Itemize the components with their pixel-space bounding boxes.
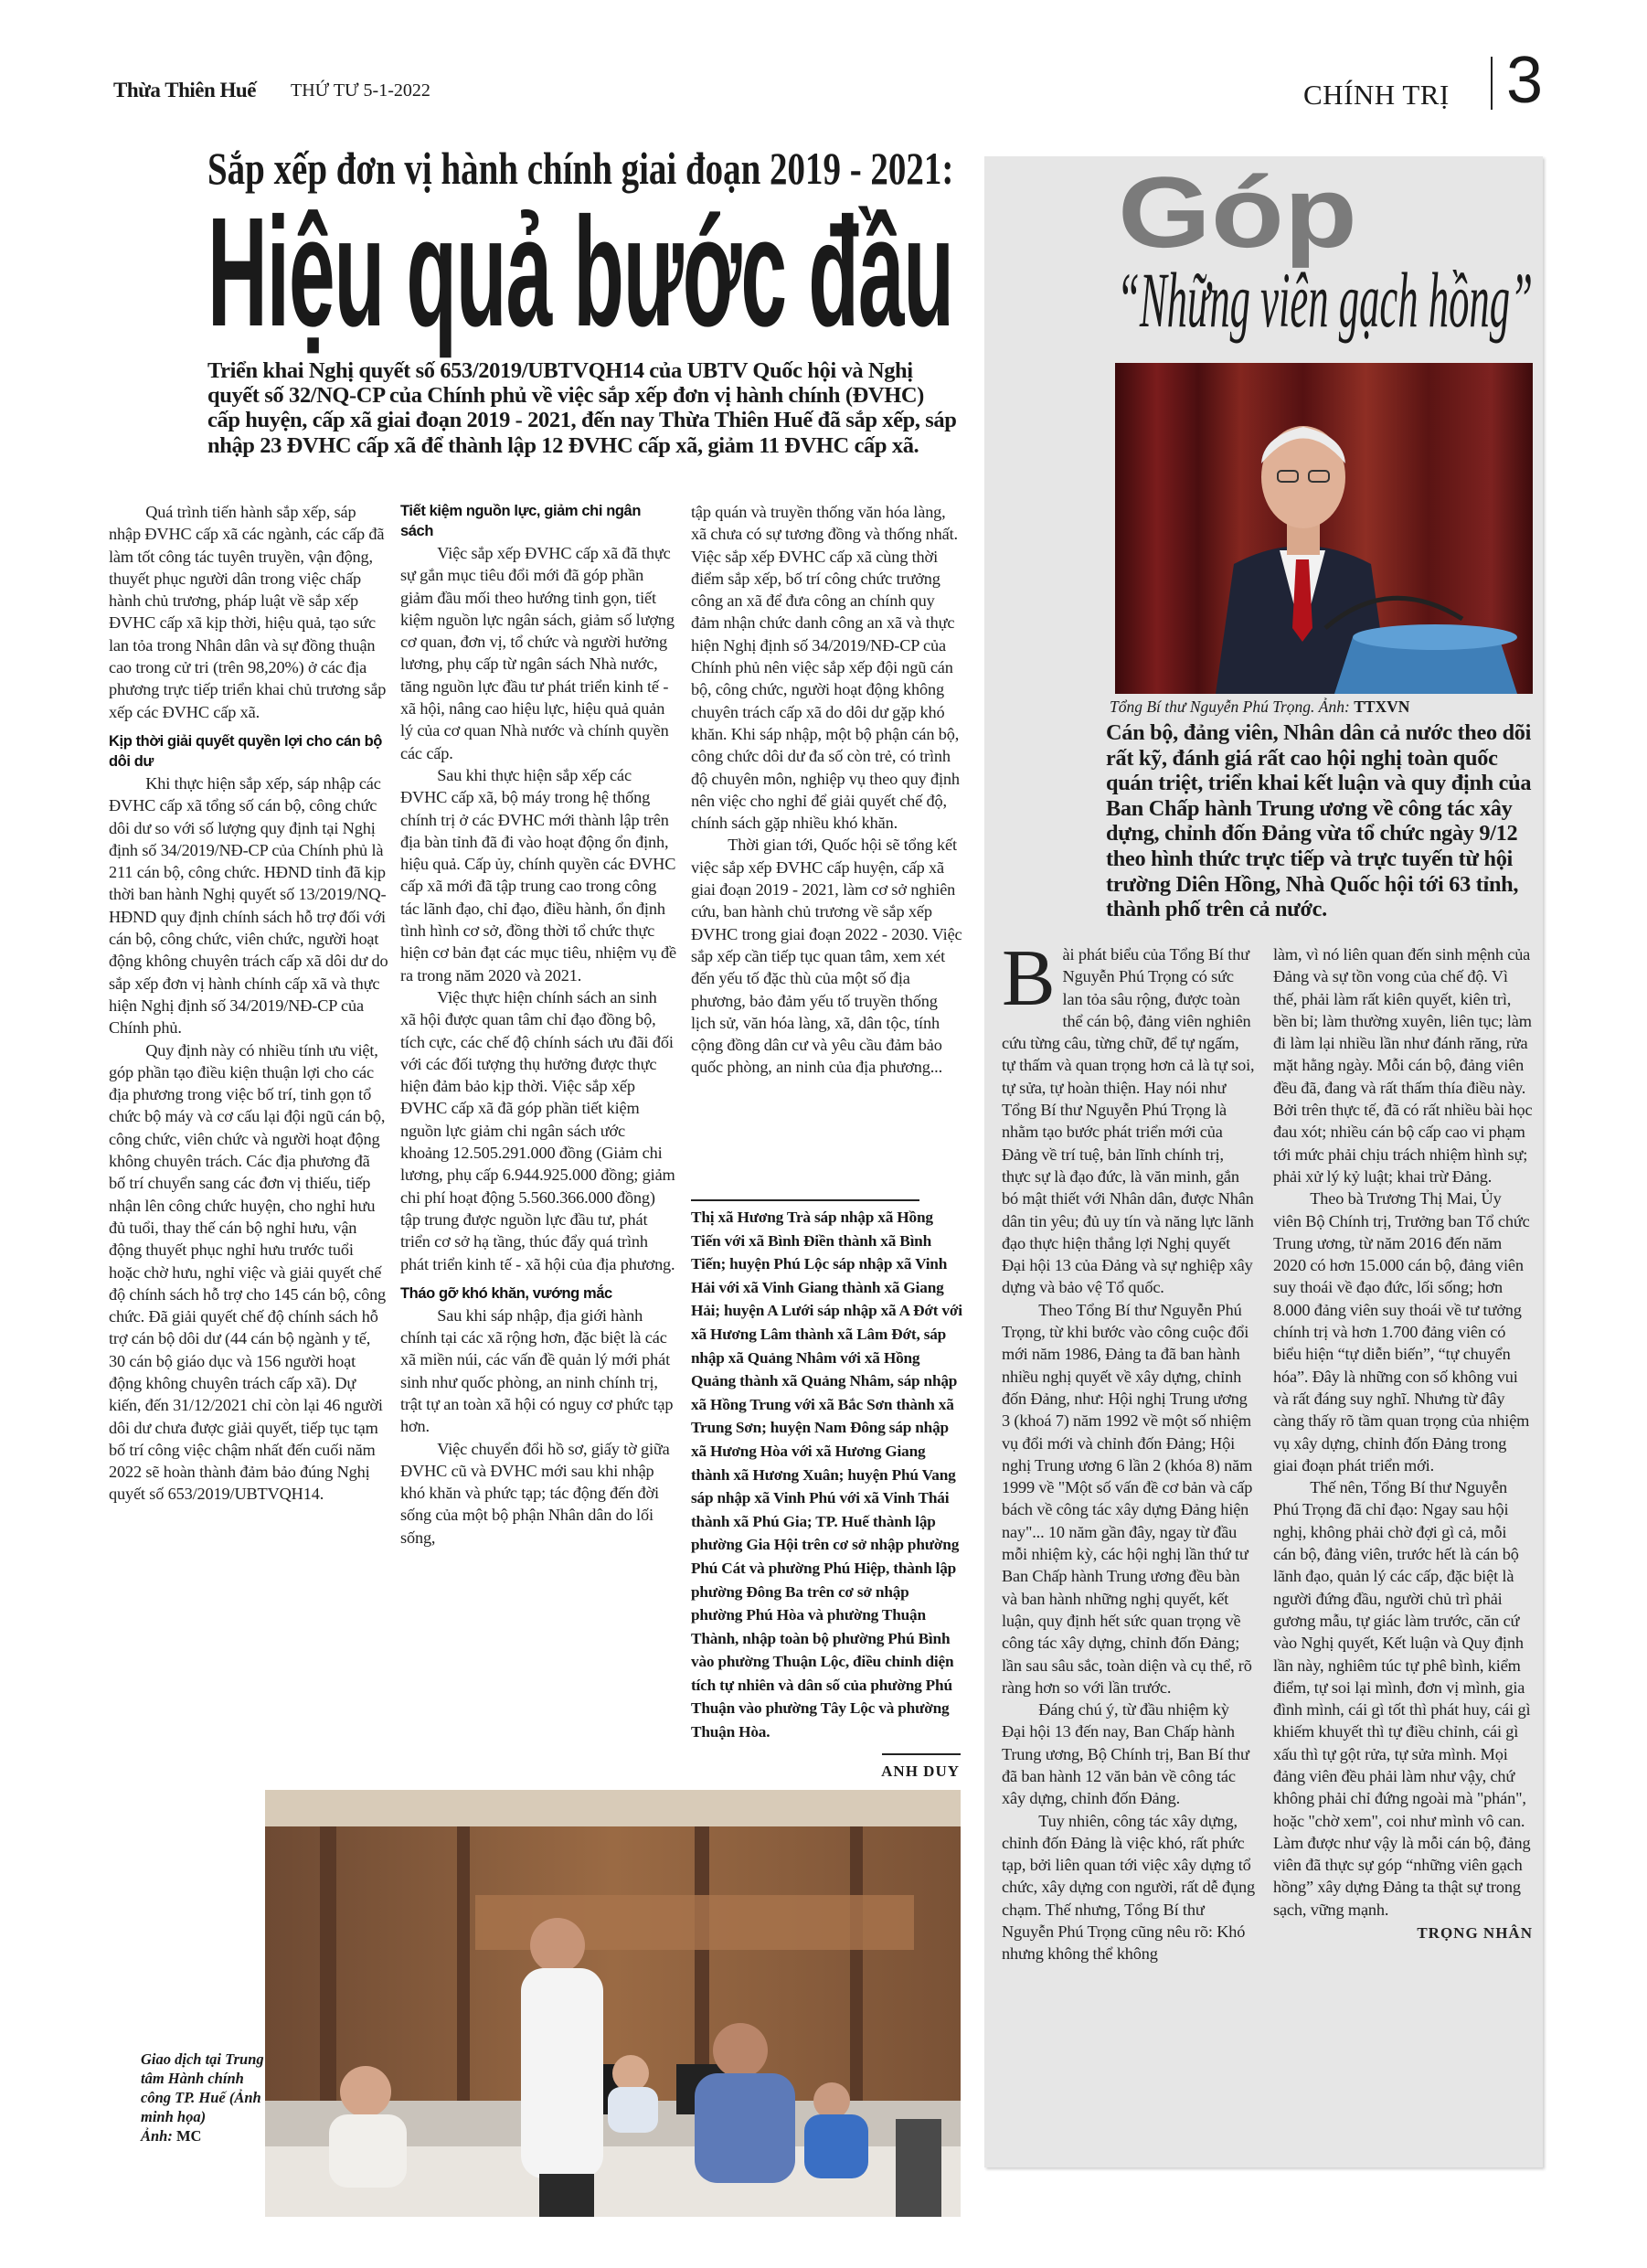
paragraph: Sau khi sáp nhập, địa giới hành chính tại các xã rộng hơn, đặc biệt là các xã miền núi, các vấn đề quản lý mới phát sinh như quốc phòng, an ninh chính trị, trật tự an toàn xã hội có nguy cơ phức tạp hơn.	[400, 1305, 674, 1436]
merger-list-box: Thị xã Hương Trà sáp nhập xã Hồng Tiến với xã Bình Điền thành xã Bình Tiến; huyện Phú Lộc sáp nhập xã Vinh Hải với xã Vinh Giang thành xã Giang Hải; huyện A Lưới sáp nhập xã A Đớt với xã Hương Lâm thành xã Lâm Đớt, sáp nhập xã Quảng Nhâm với xã Hồng Quảng thành xã Quảng Nhâm, sáp nhập xã Hồng Trung với xã Bắc Sơn thành xã Trung Sơn; huyện Nam Đông sáp nhập xã Hương Hòa với xã Hương Giang thành xã Hương Xuân; huyện Phú Vang sáp nhập xã Vinh Phú với xã Vinh Thái thành xã Phú Gia; TP. Huế thành lập phường Gia Hội trên cơ sở nhập phường Phú Cát và phường Phú Hiệp, thành lập phường Đông Ba trên cơ sở nhập phường Phú Hòa và phường Thuận Thành, nhập toàn bộ phường Phú Bình vào phường Thuận Lộc, điều chỉnh diện tích tự nhiên và dân số của phường Phú Thuận vào phường Tây Lộc và phường Thuận Hòa.	[691, 1209, 962, 1741]
feature-headline-text: “Những viên gạch hồng”	[1117, 256, 1533, 344]
byline-rule	[882, 1753, 961, 1755]
issue-date: THỨ TƯ 5-1-2022	[291, 80, 430, 101]
page-number: 3	[1506, 44, 1544, 117]
photo-credit-label: Ảnh:	[141, 2127, 176, 2145]
paragraph: Khi thực hiện sắp xếp, sáp nhập các ĐVHC cấp xã tổng số cán bộ, công chức dôi dư so với số lượng quy định tại Nghị định số 34/2019/NĐ-CP của Chính phủ là 211 cán bộ, công chức. HĐND tỉnh đã kịp thời ban hành Nghị quyết số 13/2019/NQ-HĐND quy định chính sách hỗ trợ đối với cán bộ, công chức, viên chức, người hoạt động không chuyên trách cấp xã dôi dư do sắp xếp đơn vị hành chính cấp xã và thực hiện Nghị định số 34/2019/NĐ-CP của Chính phủ.	[109, 773, 388, 1038]
feature-kicker-text: Góp	[1118, 156, 1357, 269]
paragraph-text: ài phát biểu của Tổng Bí thư Nguyễn Phú Trọng có sức lan tỏa sâu rộng, được toàn thể cán bộ, đảng viên nghiên cứu từng câu, từng chữ, để tự ngấm, tự thấm và quan trọng hơn cả là tự soi, tự sửa, tự hoàn thiện. Hay nói như Tổng Bí thư Nguyễn Phú Trọng là nhằm tạo bước phát triển mới của Đảng về trí tuệ, bản lĩnh chính trị, thực sự là đạo đức, là văn minh, gắn bó mật thiết với Nhân dân, được Nhân dân tin yêu; đủ uy tín và năng lực lãnh đạo thực hiện thắng lợi Nghị quyết Đại hội 13 của Đảng và sự nghiệp xây dựng và bảo vệ Tổ quốc.	[1002, 945, 1255, 1297]
paragraph: Đáng chú ý, từ đầu nhiệm kỳ Đại hội 13 đến nay, Ban Chấp hành Trung ương, Bộ Chính trị, Ban Bí thư đã ban hành 12 văn bản về công tác xây dựng, chỉnh đốn Đảng.	[1002, 1700, 1249, 1808]
speaker-photo-caption	[1110, 697, 1409, 716]
page-number-divider	[1491, 57, 1493, 110]
feature-column-1	[1002, 934, 1256, 1965]
paragraph: Sau khi thực hiện sắp xếp các ĐVHC cấp xã, bộ máy trong hệ thống chính trị ở các ĐVHC mới thành lập trên địa bàn tỉnh đã đi vào hoạt động ổn định, hiệu quả. Cấp ủy, chính quyền các ĐVHC cấp xã mới đã tập trung cao trong công tác lãnh đạo, chỉ đạo, điều hành, ổn định tình hình cơ sở, đồng thời tổ chức thực hiện cơ bản đạt các mục tiêu, nhiệm vụ đề ra trong năm 2020 và 2021.	[400, 765, 676, 985]
paragraph: Thời gian tới, Quốc hội sẽ tổng kết việc sắp xếp ĐVHC cấp huyện, cấp xã giai đoạn 2019 - 2021, làm cơ sở nghiên cứu, ban hành chủ trương về sắp xếp ĐVHC trong giai đoạn 2022 - 2030. Việc sắp xếp cần tiếp tục quan tâm, xem xét đến yếu tố đặc thù của một số địa phương, bảo đảm yếu tố truyền thống lịch sử, văn hóa làng, xã, dân tộc, tính cộng đồng dân cư và yêu cầu đảm bảo quốc phòng, an ninh của địa phương...	[691, 836, 962, 1077]
section-name: CHÍNH TRỊ	[1303, 79, 1450, 111]
sidebar-box-rule	[691, 1199, 919, 1201]
paragraph: Quá trình tiến hành sắp xếp, sáp nhập ĐVHC cấp xã các ngành, các cấp đã làm tốt công tác tuyên truyền, vận động, thuyết phục người dân trong việc chấp hành chủ trương, pháp luật về sắp xếp ĐVHC cấp xã kịp thời, hiệu quả, tạo sức lan tỏa trong Nhân dân và sự đồng thuận cao trong cử tri (trên 98,20%) ở các địa phương trực tiếp triển khai chủ trương sắp xếp các ĐVHC cấp xã.	[109, 503, 387, 721]
feature-kicker	[1118, 156, 1357, 269]
article-headline-text: Hiệu quả bước đầu	[207, 186, 953, 359]
feature-byline: TRỌNG NHÂN	[1417, 1924, 1533, 1943]
paragraph: Thế nên, Tổng Bí thư Nguyễn Phú Trọng đã chỉ đạo: Ngay sau hội nghị, không phải chờ đợi gì cả, mỗi cán bộ, đảng viên, trước hết là cán bộ lãnh đạo, quản lý các cấp, đặc biệt là người đứng đầu, người chủ trì phải gương mẫu, tự giác làm trước, căn cứ vào Nghị quyết, Kết luận và Quy định lần này, nghiêm túc tự phê bình, kiểm điểm, tự soi lại mình, đơn vị mình, gia đình mình, cái gì tốt thì phát huy, cái gì khiếm khuyết thì tự điều chỉnh, cái gì xấu thì tự gột rửa, tự sửa mình. Mọi đảng viên đều phải làm như vậy, chứ không phải chỉ đứng ngoài mà "phán", hoặc "chờ xem", coi như mình vô can. Làm được như vậy là mỗi cán bộ, đảng viên đã thực sự góp “những viên gạch hồng” xây dựng Đảng ta thật sự trong sạch, vững mạnh.	[1273, 1478, 1531, 1919]
article-column-3	[691, 501, 963, 1079]
article-lead: Triển khai Nghị quyết số 653/2019/UBTVQH14 của UBTV Quốc hội và Nghị quyết số 32/NQ-CP của Chính phủ về việc sắp xếp đơn vị hành chính (ĐVHC) cấp huyện, cấp xã giai đoạn 2019 - 2021, đến nay Thừa Thiên Huế đã sắp xếp, sáp nhập 23 ĐVHC cấp xã để thành lập 12 ĐVHC cấp xã, giảm 11 ĐVHC cấp xã.	[207, 358, 957, 458]
article-column-1	[109, 501, 388, 1506]
photo-caption	[141, 2050, 264, 2146]
feature-column-2	[1273, 943, 1533, 1943]
section-heading: Kịp thời giải quyết quyền lợi cho cán bộ dôi dư	[109, 732, 382, 770]
paragraph: Việc thực hiện chính sách an sinh xã hội được quan tâm chỉ đạo đồng bộ, tích cực, các chế độ chính sách ưu đãi đối với các đối tượng thụ hưởng được thực hiện đảm bảo kịp thời. Việc sắp xếp ĐVHC cấp xã đã góp phần tiết kiệm nguồn lực giảm chi ngân sách ước khoảng 12.505.291.000 đồng (Giảm chi lương, phụ cấp 6.944.925.000 đồng; giảm chi phí hoạt động 5.560.366.000 đồng) tập trung được nguồn lực đầu tư, phát triển cơ sở hạ tầng, thúc đẩy quá trình phát triển kinh tế - xã hội của địa phương.	[400, 987, 675, 1273]
paragraph: Tuy nhiên, công tác xây dựng, chỉnh đốn Đảng là việc khó, rất phức tạp, bởi liên quan tới việc xây dựng tổ chức, xây dựng con người, rất dễ đụng chạm. Thế nhưng, Tổng Bí thư Nguyễn Phú Trọng cũng nêu rõ: Khó nhưng không thể không	[1002, 1811, 1256, 1964]
photo-caption-text: Giao dịch tại Trung tâm Hành chính công TP. Huế (Ảnh minh họa)	[141, 2050, 264, 2125]
paragraph: Việc sắp xếp ĐVHC cấp xã đã thực sự gắn mục tiêu đổi mới đã góp phần giảm đầu mối theo hướng tinh gọn, tiết kiệm nguồn lực ngân sách, giảm số lượng cơ quan, đơn vị, tổ chức và người hưởng lương, phụ cấp từ ngân sách Nhà nước, tăng nguồn lực đầu tư phát triển kinh tế - xã hội, nâng cao hiệu lực, hiệu quả quản lý của cơ quan Nhà nước và chính quyền các cấp.	[400, 544, 675, 762]
article-kicker-text: Sắp xếp đơn vị hành chính giai đoạn 2019 - 2021:	[207, 143, 954, 194]
drop-cap: B	[1002, 934, 1056, 1023]
paragraph: Theo Tổng Bí thư Nguyễn Phú Trọng, từ khi bước vào công cuộc đổi mới năm 1986, Đảng ta đã ban hành nhiều nghị quyết về xây dựng, chỉnh đốn Đảng, như: Hội nghị Trung ương 3 (khoá 7) năm 1992 về một số nhiệm vụ đổi mới và chỉnh đốn Đảng; Hội nghị Trung ương 6 lần 2 (khóa 8) năm 1999 về "Một số vấn đề cơ bản và cấp bách về công tác xây dựng Đảng hiện nay"... 10 năm gần đây, ngay từ đầu mỗi nhiệm kỳ, các hội nghị lần thứ tư Ban Chấp hành Trung ương đều bàn và ban hành những nghị quyết, kết luận, quy định hết sức quan trọng về công tác xây dựng, chỉnh đốn Đảng; lần sau sâu sắc, toàn diện và cụ thể, rõ ràng hơn so với lần trước.	[1002, 1300, 1253, 1697]
speaker-photo-caption-text: Tổng Bí thư Nguyễn Phú Trọng. Ảnh:	[1110, 697, 1355, 716]
paper-name: Thừa Thiên Huế	[113, 79, 256, 101]
paragraph: Việc chuyển đổi hồ sơ, giấy tờ giữa ĐVHC cũ và ĐVHC mới sau khi nhập khó khăn và phức tạp; tác động đến đời sống của một bộ phận Nhân dân do lối sống,	[400, 1439, 670, 1547]
speaker-photo	[1115, 363, 1533, 694]
article-column-2	[400, 501, 676, 1549]
feature-headline	[1117, 255, 1533, 356]
paragraph-continued: làm, vì nó liên quan đến sinh mệnh của Đảng và sự tồn vong của chế độ. Vì thế, phải làm rất kiên quyết, kiên trì, bền bỉ; làm thường xuyên, liên tục; làm đi làm lại nhiều lần như đánh răng, rửa mặt hằng ngày. Mỗi cán bộ, đảng viên đều đã, đang và rất thấm thía điều này. Bởi trên thực tế, đã có rất nhiều bài học đau xót; nhiều cán bộ cấp cao vi phạm tới mức phải chịu trách nhiệm hình sự; phải xử lý kỷ luật; khai trừ Đảng.	[1273, 945, 1533, 1186]
article-headline	[207, 186, 953, 359]
speaker-photo-credit: TTXVN	[1354, 697, 1410, 716]
paragraph	[1002, 934, 1256, 1299]
photo-credit: MC	[175, 2127, 202, 2145]
section-heading: Tiết kiệm nguồn lực, giảm chi ngân sách	[400, 503, 642, 539]
feature-lead: Cán bộ, đảng viên, Nhân dân cả nước theo dõi rất kỹ, đánh giá rất cao hội nghị toàn quốc quán triệt, triển khai kết luận và quy định của Ban Chấp hành Trung ương về công tác xây dựng, chỉnh đốn Đảng vừa tổ chức ngày 9/12 theo hình thức trực tiếp và trực tuyến từ hội trường Diên Hồng, Nhà Quốc hội tới 63 tỉnh, thành phố trên cả nước.	[1106, 720, 1532, 922]
section-heading: Tháo gỡ khó khăn, vướng mắc	[400, 1284, 612, 1302]
paragraph-continued: tập quán và truyền thống văn hóa làng, xã chưa có sự tương đồng và thống nhất. Việc sắp xếp ĐVHC cấp xã cùng thời điểm sắp xếp, bố trí công chức trưởng công an xã để đưa công an chính quy đảm nhận chức danh công an xã và thực hiện Nghị định số 34/2019/NĐ-CP của Chính phủ nên việc sắp xếp đội ngũ cán bộ, công chức, người hoạt động không chuyên trách cấp xã do dôi dư gặp khó khăn. Khi sáp nhập, một bộ phận cán bộ, công chức dôi dư đa số còn trẻ, có trình độ chuyên môn, nghiệp vụ theo quy định nên việc cho nghỉ để giải quyết chế độ, chính sách gặp nhiều khó khăn.	[691, 503, 960, 833]
paragraph: Theo bà Trương Thị Mai, Ủy viên Bộ Chính trị, Trưởng ban Tổ chức Trung ương, từ năm 2016 đến năm 2020 có hơn 15.000 cán bộ, đảng viên suy thoái về đạo đức, lối sống; hơn 8.000 đảng viên suy thoái về tư tưởng chính trị và hơn 1.700 đảng viên có biểu hiện “tự diễn biến”, “tự chuyển hóa”. Đây là những con số không vui và rất đáng suy nghĩ. Nhưng từ đây càng thấy rõ tầm quan trọng của nhiệm vụ xây dựng, chỉnh đốn Đảng trong giai đoạn phát triển mới.	[1273, 1189, 1530, 1475]
article-byline: ANH DUY	[881, 1762, 960, 1780]
office-transaction-photo	[265, 1790, 961, 2217]
paragraph: Quy định này có nhiều tính ưu việt, góp phần tạo điều kiện thuận lợi cho các địa phương trong việc bố trí, tinh gọn tổ chức bộ máy và cơ cấu lại đội ngũ cán bộ, công chức, viên chức và người hoạt động không chuyên trách. Các địa phương đã bố trí chuyển sang các đơn vị thiếu, tiếp nhận lên công chức huyện, cho nghỉ hưu đủ tuổi, thay thế cán bộ nghỉ hưu, vận động thuyết phục nghỉ hưu trước tuổi hoặc chờ hưu, nghỉ việc và giải quyết chế độ chính sách hỗ trợ cho 145 cán bộ, công chức. Đã giải quyết chế độ chính sách hỗ trợ cán bộ dôi dư (44 cán bộ ngành y tế, 30 cán bộ giáo dục và 156 người hoạt động không chuyên trách cấp xã). Dự kiến, đến 31/12/2021 chỉ còn lại 46 người dôi dư chưa được giải quyết, tiếp tục tạm bố trí công việc chậm nhất đến cuối năm 2022 sẽ hoàn thành đảm bảo đúng Nghị quyết số 653/2019/UBTVQH14.	[109, 1040, 387, 1504]
